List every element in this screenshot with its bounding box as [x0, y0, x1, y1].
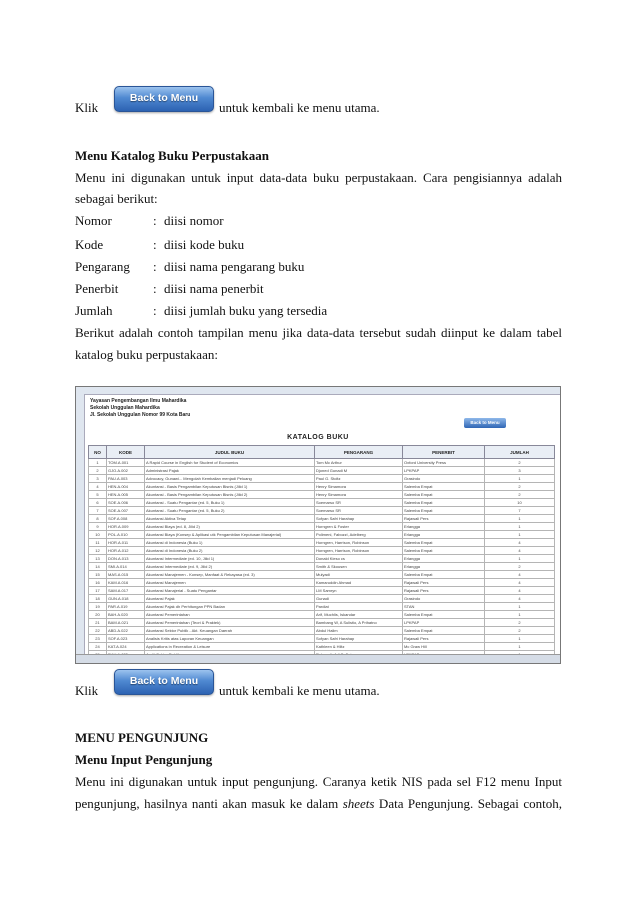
cell-judul[interactable]: Akuntansi Pemerintahan (Teori & Praktek): [145, 619, 315, 627]
cell-judul[interactable]: Akuntansi - Basis Pengambilan Keputusan Bisnis (Jilid 2): [145, 491, 315, 499]
cell-no[interactable]: 18: [89, 595, 107, 603]
pengunjung-heading: MENU PENGUNJUNG: [75, 730, 209, 745]
table-row: [89, 579, 555, 587]
cell-jumlah[interactable]: 4: [485, 579, 555, 587]
cell-jumlah[interactable]: 1: [485, 635, 555, 643]
cell-kode[interactable]: TOM.A.001: [107, 459, 145, 467]
cell-pengarang[interactable]: Horngren, Harrison, Robinson: [315, 539, 403, 547]
cell-no[interactable]: 17: [89, 587, 107, 595]
cell-no[interactable]: 5: [89, 491, 107, 499]
cell-no[interactable]: 24: [89, 643, 107, 651]
klik-suffix-bottom: untuk kembali ke menu utama.: [219, 683, 380, 698]
cell-kode[interactable]: KAM.A.016: [107, 579, 145, 587]
field-name-jumlah: Jumlah: [75, 303, 113, 318]
cell-no[interactable]: 19: [89, 603, 107, 611]
sheet-back-to-menu-button[interactable]: Back to Menu: [464, 418, 506, 428]
cell-pengarang[interactable]: Gunadi: [315, 595, 403, 603]
pengunjung-line2: [75, 796, 562, 812]
cell-jumlah[interactable]: 2: [485, 627, 555, 635]
cell-pengarang[interactable]: Djoned Gunadi M: [315, 467, 403, 475]
col-header-penerbit: PENERBIT: [403, 446, 485, 459]
cell-pengarang[interactable]: Kamaruddin Ahmad: [315, 579, 403, 587]
cell-judul[interactable]: Akuntansi Manajemen - Konsep, Manfaat & Rekayasa (ed. 3): [145, 571, 315, 579]
cell-pengarang[interactable]: Soemarso SR: [315, 507, 403, 515]
cell-kode[interactable]: SOF.A.023: [107, 635, 145, 643]
cell-judul[interactable]: Akuntansi Pemerintahan: [145, 611, 315, 619]
cell-jumlah[interactable]: 1: [485, 555, 555, 563]
cell-penerbit[interactable]: LPKPAP: [403, 619, 485, 627]
cell-judul[interactable]: Advocacy, Gunawi... Mengolah Kembalian menjadi Peluang: [145, 475, 315, 483]
field-name-kode: Kode: [75, 237, 104, 252]
cell-pengarang[interactable]: LM Samryn: [315, 587, 403, 595]
katalog-intro-line1: Menu ini digunakan untuk input data-data buku perpustakaan. Cara pengisiannya adalah: [75, 170, 562, 185]
sheet-title: KATALOG BUKU: [287, 434, 349, 441]
table-row: [89, 531, 555, 539]
field-colon: :: [153, 281, 157, 296]
field-desc-jumlah: diisi jumlah buku yang tersedia: [164, 303, 328, 318]
cell-judul[interactable]: Akuntansi Sektor Publik - Akt. Keuangan Daerah: [145, 627, 315, 635]
table-row: [89, 523, 555, 531]
cell-kode[interactable]: HEN.A.004: [107, 483, 145, 491]
col-header-pengarang: PENGARANG: [315, 446, 403, 459]
table-row: [89, 595, 555, 603]
sheet-org-line3: Jl. Sekolah Unggulan Nomor 99 Kota Baru: [90, 412, 191, 418]
cell-pengarang[interactable]: Arif, Muchlis, Iskandar: [315, 611, 403, 619]
cell-no[interactable]: 21: [89, 619, 107, 627]
cell-penerbit[interactable]: Rajawali Pers: [403, 635, 485, 643]
cell-no[interactable]: 20: [89, 611, 107, 619]
cell-penerbit[interactable]: Rajawali Pers: [403, 515, 485, 523]
cell-jumlah[interactable]: 4: [485, 587, 555, 595]
cell-jumlah[interactable]: 2: [485, 491, 555, 499]
cell-pengarang[interactable]: Henry Simamora: [315, 483, 403, 491]
cell-penerbit[interactable]: Erlangga: [403, 555, 485, 563]
cell-pengarang[interactable]: Sofyan Safri Harahap: [315, 515, 403, 523]
table-row: [89, 483, 555, 491]
cell-jumlah[interactable]: 2: [485, 459, 555, 467]
cell-penerbit[interactable]: Salemba Empat: [403, 547, 485, 555]
cell-kode[interactable]: PAR.A.019: [107, 603, 145, 611]
cell-kode[interactable]: HOR.A.012: [107, 547, 145, 555]
cell-kode[interactable]: SAM.A.017: [107, 587, 145, 595]
table-row: [89, 499, 555, 507]
cell-pengarang[interactable]: Paul G. Stoltz: [315, 475, 403, 483]
pengunjung-line2-before: pengunjung, hasilnya nanti akan masuk ke dalam: [75, 796, 343, 811]
cell-kode[interactable]: BAH.A.020: [107, 611, 145, 619]
cell-no[interactable]: 9: [89, 523, 107, 531]
table-row: [89, 459, 555, 467]
cell-jumlah[interactable]: 4: [485, 571, 555, 579]
cell-jumlah[interactable]: 4: [485, 547, 555, 555]
table-row: [89, 571, 555, 579]
cell-pengarang[interactable]: Sofyan Safri Harahap: [315, 635, 403, 643]
cell-jumlah[interactable]: 2: [485, 563, 555, 571]
field-colon: :: [153, 303, 157, 318]
sheet-tabs-bar[interactable]: [76, 654, 560, 663]
klik-text-bottom: Klik: [75, 683, 99, 698]
table-row: [89, 603, 555, 611]
cell-no[interactable]: 15: [89, 571, 107, 579]
cell-kode[interactable]: SMI.A.014: [107, 563, 145, 571]
field-name-penerbit: Penerbit: [75, 281, 119, 296]
cell-pengarang[interactable]: Kathleen & Hiltz: [315, 643, 403, 651]
cell-kode[interactable]: HOR.A.009: [107, 523, 145, 531]
cell-penerbit[interactable]: Erlangga: [403, 531, 485, 539]
cell-kode[interactable]: GJO.A.002: [107, 467, 145, 475]
cell-penerbit[interactable]: Salemba Empat: [403, 483, 485, 491]
cell-judul[interactable]: Analisis Kritis atas Laporan Keuangan: [145, 635, 315, 643]
katalog-intro-line2: sebagai berikut:: [75, 191, 158, 206]
field-name-nomor: Nomor: [75, 213, 112, 228]
cell-penerbit[interactable]: STAN: [403, 603, 485, 611]
table-row: [89, 643, 555, 651]
sheet-column-header-bar: [76, 387, 560, 395]
table-row: [89, 491, 555, 499]
cell-judul[interactable]: Akuntansi - Suatu Pengantar (ed. 5, Buku 2): [145, 507, 315, 515]
cell-judul[interactable]: Applications in Recreation & Leisure: [145, 643, 315, 651]
cell-kode[interactable]: SOF.A.008: [107, 515, 145, 523]
cell-judul[interactable]: Administrasi Pajak: [145, 467, 315, 475]
table-header-row: [89, 446, 555, 459]
cell-kode[interactable]: BAM.A.021: [107, 619, 145, 627]
cell-penerbit[interactable]: Salemba Empat: [403, 499, 485, 507]
cell-pengarang[interactable]: Abdul Halim: [315, 627, 403, 635]
field-desc-pengarang: diisi nama pengarang buku: [164, 259, 305, 274]
cell-no[interactable]: 23: [89, 635, 107, 643]
cell-judul[interactable]: Akuntansi Intermediate (ed. 10, Jilid 1): [145, 555, 315, 563]
cell-judul[interactable]: Akuntansi Pajak: [145, 595, 315, 603]
table-row: [89, 635, 555, 643]
cell-jumlah[interactable]: 2: [485, 483, 555, 491]
cell-judul[interactable]: Akuntansi - Basis Pengambilan Keputusan Bisnis (Jilid 1): [145, 483, 315, 491]
field-colon: :: [153, 213, 157, 228]
cell-penerbit[interactable]: Grasindo: [403, 475, 485, 483]
cell-no[interactable]: 6: [89, 499, 107, 507]
katalog-heading: Menu Katalog Buku Perpustakaan: [75, 148, 269, 163]
cell-no[interactable]: 2: [89, 467, 107, 475]
table-row: [89, 627, 555, 635]
field-desc-nomor: diisi nomor: [164, 213, 224, 228]
cell-kode[interactable]: MAS.A.015: [107, 571, 145, 579]
cell-pengarang[interactable]: Horngren, Harrison, Robinson: [315, 547, 403, 555]
cell-no[interactable]: 7: [89, 507, 107, 515]
cell-judul[interactable]: Akuntansi Biaya (Konsep & Aplikasi utk Pengambilan Keputusan Manajerial): [145, 531, 315, 539]
field-desc-penerbit: diisi nama penerbit: [164, 281, 264, 296]
cell-penerbit[interactable]: Erlangga: [403, 563, 485, 571]
cell-penerbit[interactable]: Salemba Empat: [403, 627, 485, 635]
col-header-no: NO: [89, 446, 107, 459]
cell-no[interactable]: 22: [89, 627, 107, 635]
table-row: [89, 619, 555, 627]
field-colon: :: [153, 237, 157, 252]
field-name-pengarang: Pengarang: [75, 259, 130, 274]
cell-kode[interactable]: KAT.A.024: [107, 643, 145, 651]
cell-pengarang[interactable]: Soemarso SR: [315, 499, 403, 507]
cell-no[interactable]: 4: [89, 483, 107, 491]
cell-jumlah[interactable]: 1: [485, 603, 555, 611]
cell-no[interactable]: 13: [89, 555, 107, 563]
table-row: [89, 611, 555, 619]
cell-judul[interactable]: Akuntansi di Indonesia (Buku 2): [145, 547, 315, 555]
cell-penerbit[interactable]: LPKPAP: [403, 467, 485, 475]
cell-kode[interactable]: HOR.A.011: [107, 539, 145, 547]
cell-no[interactable]: 11: [89, 539, 107, 547]
cell-judul[interactable]: Akuntansi Manajemen: [145, 579, 315, 587]
cell-judul[interactable]: Akuntansi Aktiva Tetap: [145, 515, 315, 523]
field-colon: :: [153, 259, 157, 274]
cell-no[interactable]: 12: [89, 547, 107, 555]
pengunjung-line2-after: Data Pengunjung. Sebagai contoh,: [374, 796, 562, 811]
cell-no[interactable]: 8: [89, 515, 107, 523]
klik-suffix-top: untuk kembali ke menu utama.: [219, 100, 380, 115]
cell-no[interactable]: 10: [89, 531, 107, 539]
cell-penerbit[interactable]: Salemba Empat: [403, 507, 485, 515]
cell-pengarang[interactable]: Henry Simamora: [315, 491, 403, 499]
cell-jumlah[interactable]: 1: [485, 531, 555, 539]
cell-pengarang[interactable]: Mulyadi: [315, 571, 403, 579]
cell-pengarang[interactable]: Bambang W, A Sulistio, A Prihatno: [315, 619, 403, 627]
cell-kode[interactable]: SOE.A.006: [107, 499, 145, 507]
katalog-example-line1: Berikut adalah contoh tampilan menu jika data-data tersebut sudah diinput ke dalam tabel: [75, 325, 562, 340]
katalog-example-line2: katalog buku perpustakaan:: [75, 347, 218, 362]
katalog-table-body: [89, 459, 555, 659]
cell-kode[interactable]: PAU.A.003: [107, 475, 145, 483]
cell-kode[interactable]: GUN.A.018: [107, 595, 145, 603]
table-row: [89, 467, 555, 475]
katalog-table: [88, 445, 555, 659]
col-header-jumlah: JUMLAH: [485, 446, 555, 459]
cell-jumlah[interactable]: 1: [485, 611, 555, 619]
sheet-org-line2: Sekolah Unggulan Mahardika: [90, 405, 160, 411]
cell-penerbit[interactable]: Oxford University Press: [403, 459, 485, 467]
cell-penerbit[interactable]: Salemba Empat: [403, 571, 485, 579]
cell-pengarang[interactable]: Donald Kieso cs: [315, 555, 403, 563]
cell-jumlah[interactable]: 4: [485, 595, 555, 603]
cell-no[interactable]: 14: [89, 563, 107, 571]
cell-judul[interactable]: Akuntansi Biaya (ed. 8, Jilid 2): [145, 523, 315, 531]
cell-kode[interactable]: SOE.A.007: [107, 507, 145, 515]
cell-judul[interactable]: Akuntansi Intermediate (ed. 9, Jilid 2): [145, 563, 315, 571]
cell-jumlah[interactable]: 4: [485, 539, 555, 547]
cell-penerbit[interactable]: Rajawali Pers: [403, 587, 485, 595]
cell-kode[interactable]: HEN.A.005: [107, 491, 145, 499]
table-row: [89, 507, 555, 515]
cell-kode[interactable]: ABD.A.022: [107, 627, 145, 635]
cell-penerbit[interactable]: Salemba Empat: [403, 611, 485, 619]
cell-kode[interactable]: POL.A.010: [107, 531, 145, 539]
col-header-kode: KODE: [107, 446, 145, 459]
pengunjung-line1: Menu ini digunakan untuk input pengunjung. Caranya ketik NIS pada sel F12 menu Input: [75, 774, 562, 789]
cell-jumlah[interactable]: 7: [485, 507, 555, 515]
cell-pengarang[interactable]: Polimeni, Fabozzi, Adelberg: [315, 531, 403, 539]
cell-judul[interactable]: Akuntansi di Indonesia (Buku 1): [145, 539, 315, 547]
cell-pengarang[interactable]: Smith & Skousen: [315, 563, 403, 571]
table-row: [89, 539, 555, 547]
cell-penerbit[interactable]: Salemba Empat: [403, 491, 485, 499]
cell-penerbit[interactable]: Mc Graw Hill: [403, 643, 485, 651]
cell-penerbit[interactable]: Erlangga: [403, 523, 485, 531]
cell-jumlah[interactable]: 10: [485, 499, 555, 507]
col-header-judul: JUDUL BUKU: [145, 446, 315, 459]
cell-pengarang[interactable]: Pardiat: [315, 603, 403, 611]
table-row: [89, 475, 555, 483]
table-row: [89, 587, 555, 595]
back-to-menu-button-top[interactable]: Back to Menu: [114, 86, 214, 112]
cell-no[interactable]: 1: [89, 459, 107, 467]
sheets-italic-word: sheets: [342, 796, 375, 811]
input-pengunjung-subheading: Menu Input Pengunjung: [75, 752, 213, 767]
cell-judul[interactable]: Akuntansi Pajak dh Perhitungan PPN Badan: [145, 603, 315, 611]
field-desc-kode: diisi kode buku: [164, 237, 245, 252]
cell-pengarang[interactable]: Tom Mc Arthur: [315, 459, 403, 467]
sheet-org-line1: Yayasan Pengembangan Ilmu Mahardika: [90, 398, 187, 404]
cell-penerbit[interactable]: Grasindo: [403, 595, 485, 603]
cell-judul[interactable]: Akuntansi - Suatu Pengantar (ed. 5, Buku 1): [145, 499, 315, 507]
cell-judul[interactable]: A Rapid Course in English for Student of Economics: [145, 459, 315, 467]
cell-jumlah[interactable]: 1: [485, 523, 555, 531]
klik-text-top: Klik: [75, 100, 99, 115]
table-row: [89, 563, 555, 571]
cell-penerbit[interactable]: Rajawali Pers: [403, 579, 485, 587]
cell-no[interactable]: 3: [89, 475, 107, 483]
cell-jumlah[interactable]: 3: [485, 467, 555, 475]
cell-jumlah[interactable]: 1: [485, 643, 555, 651]
cell-pengarang[interactable]: Horngren & Foster: [315, 523, 403, 531]
cell-jumlah[interactable]: 1: [485, 515, 555, 523]
table-row: [89, 555, 555, 563]
cell-kode[interactable]: DON.A.013: [107, 555, 145, 563]
table-row: [89, 547, 555, 555]
cell-penerbit[interactable]: Salemba Empat: [403, 539, 485, 547]
cell-jumlah[interactable]: 1: [485, 475, 555, 483]
table-row: [89, 515, 555, 523]
cell-judul[interactable]: Akuntansi Manajerial - Suatu Pengantar: [145, 587, 315, 595]
katalog-spreadsheet-screenshot: [75, 386, 561, 664]
back-to-menu-button-bottom[interactable]: Back to Menu: [114, 669, 214, 695]
cell-jumlah[interactable]: 2: [485, 619, 555, 627]
cell-no[interactable]: 16: [89, 579, 107, 587]
